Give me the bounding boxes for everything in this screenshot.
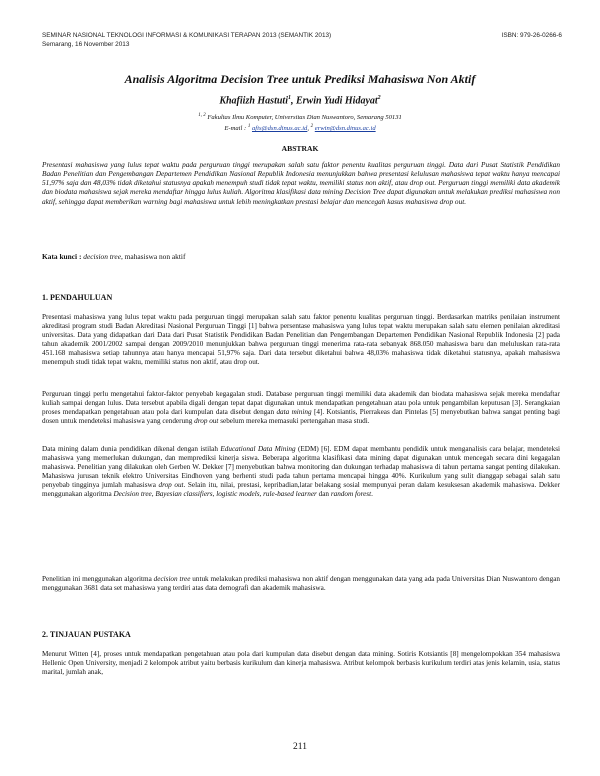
abstract-text: Presentasi mahasiswa yang lulus tepat waktu pada perguruan tinggi merupakan salah satu faktor penentu kualitas perguruan tinggi. Data dari Pusat Statistik Pendidikan Badan Penelitian dan Pengembangan Departemen Pendidikan Nasional Republik Indonesia menunjukkan bahwa presentasi kelulusan mahasiswa tepat waktu hanya mencapai 51,97% saja dan 48,03% tidak diketahui statusnya apakah menempuh studi tidak tepat waktu, memiliki status non aktif, atau drop out. Perguruan tinggi memiliki data akademik dan biodata mahasiswa sejak mereka mendaftar hingga lulus kuliah. Algoritma klasifikasi data mining Decision Tree dapat digunakan untuk melakukan prediksi mahasiswa non aktif, sehingga dapat memberikan warning bagi mahasiswa untuk lebih meningkatkan prestasi belajar dan mencegah kasus mahasiswa drop out. [42,160,560,206]
email-label: E-mail : [224,125,248,133]
authors [0,95,600,106]
conference-name: SEMINAR NASIONAL TEKNOLOGI INFORMASI & KOMUNIKASI TERAPAN 2013 (SEMANTIK 2013) [42,32,332,39]
section-1-paragraph-4: Penelitian ini menggunakan algoritma decision tree untuk melakukan prediksi mahasiswa non aktif dengan menggunakan data yang ada pada Universitas Dian Nuswantoro dengan menggunakan 3681 data set mahasiswa yang terdiri atas data demografi dan akademik mahasiswa. [42,575,560,593]
email-2-link[interactable]: erwin@dsn.dinus.ac.id [314,125,376,133]
running-header [42,32,562,49]
faculty: Fakultas Ilmu Komputer, Universitas Dian Nuswantoro, Semarang 50131 [207,114,402,122]
abstract-heading: ABSTRAK [281,144,319,153]
section-1-heading: 1. PENDAHULUAN [42,293,113,302]
author-2-sup: 2 [377,95,381,101]
section-1-paragraph-2: Perguruan tinggi perlu mengetahui faktor-faktor penyebab kegagalan studi. Database perguruan tinggi memiliki data akademik dan biodata mahasiswa sejak mereka mendaftar kuliah sampai dengan lulus. Data tersebut apabila digali dengan tepat dapat digunakan untuk mendapatkan pengetahuan atau pola untuk pengambilan keputusan [3]. Serangkaian proses mendapatkan pengetahuan atau pola dari kumpulan data disebut dengan data mining [4]. Kotsiantis, Pierrakeas dan Pintelas [5] menyebutkan bahwa sangat penting bagi dosen untuk mendeteksi mahasiswa yang cenderung drop out sebelum mereka memasuki pertengahan masa studi. [42,390,560,426]
paper-title: Analisis Algoritma Decision Tree untuk Prediksi Mahasiswa Non Aktif [124,72,476,86]
email-2-sup: 2 [310,124,314,130]
keyword-decision-tree: decision tree [83,252,121,261]
email-1-link[interactable]: afis@dsn.dinus.ac.id [251,125,308,133]
page-number: 211 [293,742,307,752]
author-2: Erwin Yudi Hidayat [295,95,378,107]
keywords-label: Kata kunci : [42,252,84,261]
section-2-paragraph-1: Menurut Witten [4], proses untuk mendapatkan pengetahuan atau pola dari kumpulan data disebut dengan data mining. Sotiris Kotsiantis [8] mengelompokkan 354 mahasiswa Hellenic Open University, menjadi 2 kelompok atribut yaitu berbasis kurikulum dan kinerja mahasiswa. Atribut kelompok berbasis kurikulum terdiri atas jenis kelamin, usia, status marital, jumlah anak, [42,650,560,677]
section-2-heading: 2. TINJAUAN PUSTAKA [42,630,131,639]
section-1-paragraph-1: Presentasi mahasiswa yang lulus tepat waktu pada perguruan tinggi merupakan salah satu faktor penentu kualitas perguruan tinggi. Berdasarkan matriks penilaian instrument akreditasi program studi Badan Akreditasi Nasional Perguruan Tinggi [1] bahwa persentase mahasiswa yang lulus tepat waktu merupakan salah satu elemen penilaian akreditasi universitas. Data yang didapatkan dari Data dari Pusat Statistik Pendidikan Badan Penelitian dan Pengembangan Departemen Pendidikan Nasional Republik Indonesia [2] pada tahun akademik 2001/2002 sampai dengan 2009/2010 menunjukkan bahwa perguruan tinggi menerima rata-rata sebanyak 868.050 mahasiswa baru dan meluluskan rata-rata 451.168 mahasiswa setiap tahunnya atau hanya mencapai 51,97% saja. Dari data tersebut diketahui bahwa 48,03% mahasiswa tidak diketahui statusnya, apakah mahasiswa menempuh studi tidak tepat waktu, memiliki status non aktif, atau drop out. [42,313,560,367]
section-1-paragraph-3: Data mining dalam dunia pendidikan dikenal dengan istilah Educational Data Mining (EDM) [6]. EDM dapat membantu pendidik untuk menganalisis cara belajar, mendeteksi mahasiswa yang memerlukan dukungan, dan memprediksi kinerja siswa. Beberapa algoritma klasifikasi data mining dapat digunakan untuk mencegah secara dini kegagalan mahasiswa. Penelitian yang dilakukan oleh Gerben W. Dekker [7] menyebutkan bahwa monitoring dan dukungan terhadap mahasiswa di tahun pertama sangat penting dilakukan. Mahasiswa jurusan teknik elektro Universitas Eindhoven yang berhenti studi pada tahun pertama mencapai hingga 40%. Kurikulum yang sulit dianggap sebagai salah satu penyebab tingginya jumlah mahasiswa drop out. Selain itu, nilai, prestasi, kepribadian,latar belakang sosial mempunyai peran dalam kesuksesan akademik mahasiswa. Dekker menggunakan algoritma Decision tree, Bayesian classifiers, logistic models, rule-based learner dan random forest. [42,445,560,499]
affiliation-sup: 1, 2 [198,113,206,118]
email-1-sup: 1 [247,124,251,130]
place-date: Semarang, 16 November 2013 [42,40,130,48]
affiliation: $^{1, 2}$ Fakultas Ilmu Komputer, Universitas Dian Nuswantoro, Semarang 50131 E-mail : $^1$ afis@dsn.dinus.ac.id, $^2$ erwin@dsn.dinus.ac.id [198,113,402,133]
keywords-rest: , mahasiswa non aktif [120,252,186,261]
author-1: Khafiizh Hastuti [219,95,288,107]
isbn: ISBN: 979-26-0266-6 [501,32,562,39]
author-separator: , [290,95,296,107]
keywords [42,252,560,261]
author-1-sup: 1 [287,95,291,101]
